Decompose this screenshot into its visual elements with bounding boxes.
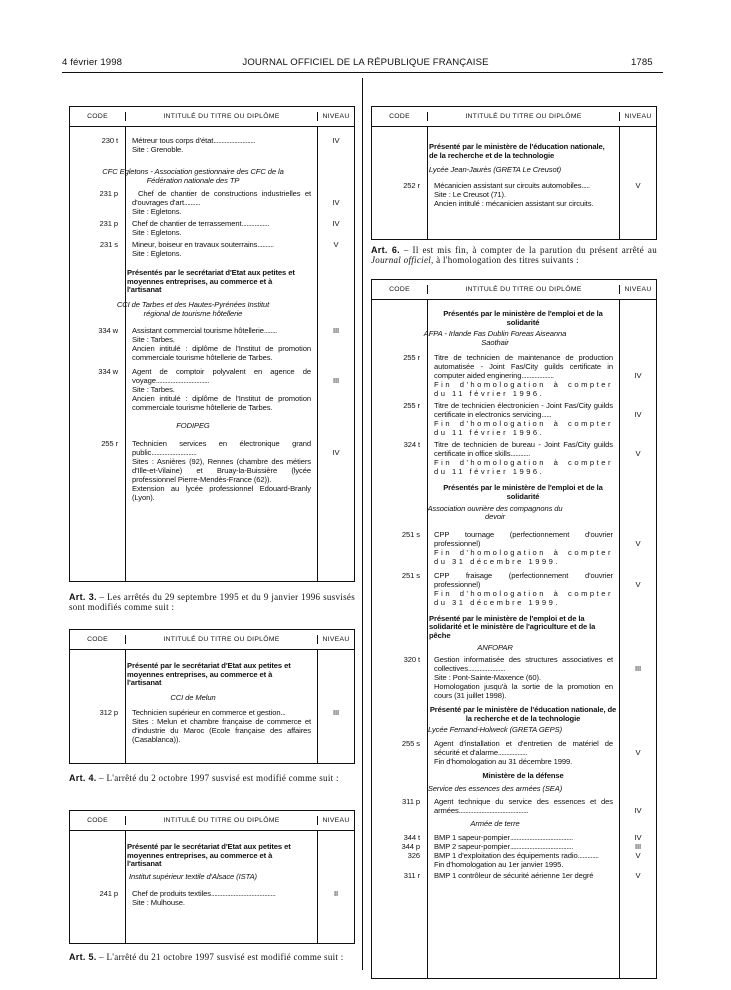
row-former-title: Ancien intitulé : mécanicien assistant sur circuits. [434,198,594,208]
header-rule [62,72,663,73]
table-right-2-body [371,310,657,880]
row-title: Métreur tous corps d'état [132,136,214,145]
row-level: IV [332,198,340,208]
row-sites: Sites : Asnières (92), Rennes (chambre des métiers d'Ille-et-Vilaine) et Bruay-la-Buissière (lycée professionnel Pierre-Mendès-France (62)). [132,456,311,484]
row-homologation: Homologation jusqu'à la sortie de la promotion en cours (31 juillet 1998). [434,682,613,701]
row-level: V [635,538,641,548]
row-title: Technicien supérieur en commerce et gestion [132,708,281,718]
table-row [371,530,657,566]
organization-heading: CFC Egletons - Association gestionnaire des CFC de la Fédération nationale des TP [102,167,284,185]
table-row: 255 r Titre de technicien de maintenance de production automatisée - Joint Fas/City guilds certificate in computer aided enginering.................... Fin d'homologation à compter du 11 février 1996. IV [371,353,657,398]
row-end-date: Fin d'homologation au 1er janvier 1995. [434,859,564,869]
row-code: 255 r [403,353,420,363]
page-date: 4 février 1998 [62,57,123,68]
row-code: 252 r [403,180,420,190]
row-code: 326 [407,850,420,860]
row-code: 241 p [99,889,118,899]
row-title: Mineur, boiseur en travaux souterrains [132,240,258,250]
row-title: CPP fraisage (perfectionnement d'ouvrier professionnel) [434,570,613,589]
row-end-date: Fin d'homologation à compter du 31 décembre 1999. [434,588,613,607]
organization-heading: CCI de Melun [170,692,216,702]
table-row: 344 t BMP 1 sapeur-pompier....................................... IV [371,833,657,842]
row-end-date: Fin d'homologation au 31 décembre 1999. [434,756,573,766]
table-row: 230 t Métreur tous corps d'état.......................... Site : Grenoble. IV [69,136,355,154]
col-level-header: NIVEAU [322,636,350,643]
article-label: Art. 6. [371,245,400,255]
organization-heading: Association ouvrière des compagnons du devoir [427,503,563,522]
row-level: V [635,180,641,190]
table-header [372,280,656,300]
col-title-header: INTITULÉ DU TITRE OU DIPLÔME [126,816,318,825]
col-title-header: INTITULÉ DU TITRE OU DIPLÔME [126,112,318,121]
table-row: 334 w Assistant commercial tourisme hôtellerie........ Site : Tarbes. Ancien intitulé : diplôme de l'Institut de promotion commerciale tourisme hôtellerie de Tarbes. III [69,326,355,362]
organization-heading: CCI de Tarbes et des Hautes-Pyrénées Institut régional de tourisme hôtellerie [116,299,270,318]
organization-heading: Armée de terre [470,819,520,829]
col-code-header: CODE [70,816,126,825]
row-title: Assistant commercial tourisme hôtellerie [132,326,264,336]
row-end-date: Fin d'homologation à compter du 11 février 1996. [434,380,613,399]
row-level: V [635,870,641,880]
row-extension: Extension au lycée professionnel Edouard-Branly (Lyon). [132,483,311,502]
row-code: 320 t [403,655,420,665]
article-label: Art. 4. [69,773,97,783]
row-title: Agent de comptoir polyvalent en agence de voyage [132,367,311,386]
row-title: BMP 2 sapeur-pompier [434,841,510,851]
ministry-heading: Présentés par le secrétariat d'Etat aux petites et moyennes entreprises, au commerce et à l'artisanat [127,268,295,295]
row-title: Titre de technicien électronicien - Joint Fas/City guilds certificate in electronics servicing [434,401,613,420]
row-level: V [333,240,339,250]
article-text: – L'arrêté du 2 octobre 1997 susvisé est modifié comme suit : [96,773,339,783]
row-code: 324 t [403,440,420,450]
row-level: II [333,889,339,899]
ministry-heading: Présentés par le ministère de l'emploi et de la solidarité [443,309,603,327]
row-level: IV [634,832,642,842]
table-row: 320 t Gestion informatisée des structures associatives et collectives....................... Site : Pont-Sainte-Maxence (60). Homologation jusqu'à la sortie de la promotion en cours (31 juillet 1998). III [371,655,657,700]
row-site: Site : Le Creusot (71). [434,189,506,199]
row-level: IV [332,219,340,229]
article-6 [371,246,657,265]
row-title: BMP 1 contrôleur de sécurité aérienne 1er degré [434,870,594,880]
row-title: Mécanicien assistant sur circuits automobiles [434,180,582,190]
row-site: Site : Tarbes. [132,335,175,345]
table-row: 255 r Technicien services en électronique grand public............................ Sites : Asnières (92), Rennes (chambre des métiers d'Ille-et-Vilaine) et Bruay-la-Buissière (lycée professionnel Pierre-Mendès-France (62)). Extension au lycée professionnel Edouard-Branly (Lyon). IV [69,439,355,502]
table-row: 344 p BMP 2 sapeur-pompier....................................... III [371,842,657,851]
row-title: Agent d'installation et d'entretien de matériel de sécurité et d'alarme [434,738,613,757]
row-level: III [332,708,340,718]
article-label: Art. 5. [69,952,97,962]
row-code: 231 s [99,240,118,250]
row-code: 251 s [401,570,420,580]
col-code-header: CODE [372,285,428,294]
row-code: 312 p [99,708,118,718]
row-title: CPP tournage (perfectionnement d'ouvrier professionnel) [434,529,613,548]
col-level-header: NIVEAU [624,113,652,120]
col-level-header: NIVEAU [322,113,350,120]
row-site: Site : Mulhouse. [132,898,185,908]
table-header [372,107,656,127]
organization-heading: ANFOPAR [477,642,513,652]
table-row [371,571,657,607]
row-site: Site : Egletons. [132,207,182,217]
ministry-heading: Présenté par le ministère de l'éducation nationale, de la recherche et de la technologie [429,142,605,160]
table-row: 231 s Mineur, boiseur en travaux souterrains.......... Site : Egletons. V [69,240,355,258]
article-text-end: , à l'homologation des titres suivants : [431,254,579,265]
col-code-header: CODE [70,112,126,121]
ministry-heading: Présenté par le secrétariat d'Etat aux petites et moyennes entreprises, au commerce et à l'artisanat [127,661,291,688]
row-level: V [635,850,641,860]
row-code: 344 t [403,832,420,842]
row-level: V [635,449,641,459]
organization-heading: Lycée Fernand-Holweck (GRETA GEPS) [427,725,563,735]
journal-title: JOURNAL OFFICIEL DE LA RÉPUBLIQUE FRANÇAISE [242,57,489,68]
table-row: 334 w Agent de comptoir polyvalent en agence de voyage................................. Site : Tarbes. Ancien intitulé : diplôme de l'Institut de promotion commerciale tourisme hôtellerie de Tarbes. III [69,367,355,412]
table-header [70,811,354,831]
col-level-header: NIVEAU [624,286,652,293]
row-title: Titre de technicien de bureau - Joint Fas/City guilds certificate in office skills [434,440,613,459]
ministry-heading: Ministère de la défense [482,770,564,780]
row-site: Site : Tarbes. [132,385,175,395]
table-row: 326 BMP 1 d'exploitation des équipements radio............. Fin d'homologation au 1er janvier 1995. V [371,851,657,869]
row-end-date: Fin d'homologation à compter du 31 décembre 1999. [434,547,613,566]
col-level-header: NIVEAU [322,817,350,824]
col-title-header: INTITULÉ DU TITRE OU DIPLÔME [428,112,620,121]
page-number: 1785 [631,57,653,68]
article-4 [69,774,355,784]
col-title-header: INTITULÉ DU TITRE OU DIPLÔME [126,635,318,644]
organization-heading: FODIPEG [176,421,210,431]
ministry-heading: Présenté par le ministère de l'éducation nationale, de la recherche et de la technologie [429,705,617,723]
row-code: 334 w [98,326,118,336]
row-code: 255 s [401,738,420,748]
row-code: 311 p [402,797,420,807]
column-divider [362,78,363,970]
row-level: III [332,376,340,386]
article-5 [69,953,355,963]
table-row: 252 r Mécanicien assistant sur circuits automobiles..... Site : Le Creusot (71). Ancien intitulé : mécanicien assistant sur circuits. V [371,181,657,208]
organization-heading: AFPA - Irlande Fas Dublin Foreas Aiseanna Saothair [423,329,567,347]
right-column [371,106,658,880]
row-title: Chef de chantier de terrassement [132,219,242,229]
ministry-heading: Présenté par le ministère de l'emploi et de la solidarité et le ministère de l'agriculture et de la pêche [429,613,596,640]
row-code: 230 t [101,136,118,145]
organization-heading: Lycée Jean-Jaurès (GRETA Le Creusot) [428,165,562,175]
table-row: 241 p Chef de produits textiles........................................ Site : Mulhouse. II [69,889,355,907]
row-title: BMP 1 d'exploitation des équipements radio [434,850,578,860]
table-left-3-body [69,843,355,907]
row-sites: Sites : Melun et chambre française de commerce et d'industrie du Maroc (Ecole française des affaires (Casablanca)). [132,717,311,745]
row-code: 255 r [101,438,118,448]
organization-heading: Institut supérieur textile d'Alsace (ISTA) [129,871,257,881]
row-code: 251 s [401,529,420,539]
row-site: Site : Pont-Sainte-Maxence (60). [434,673,541,683]
ministry-heading: Présenté par le secrétariat d'Etat aux petites et moyennes entreprises, au commerce et à l'artisanat [127,842,291,869]
table-left-2-body [69,662,355,744]
row-site: Site : Egletons. [132,228,182,238]
article-journal-name: Journal officiel [371,254,432,265]
table-row: 312 p Technicien supérieur en commerce et gestion... Sites : Melun et chambre française de commerce et d'industrie du Maroc (Ecole française des affaires (Casablanca)). III [69,708,355,744]
col-title-header: INTITULÉ DU TITRE OU DIPLÔME [428,285,620,294]
organization-heading: Service des essences des armées (SEA) [427,783,563,793]
row-title: Gestion informatisée des structures associatives et collectives [434,655,613,674]
row-title: Chef de produits textiles [132,889,211,899]
row-end-date: Fin d'homologation à compter du 11 février 1996. [434,419,613,438]
row-code: 231 p [99,189,118,199]
row-code: 344 p [401,841,420,851]
row-code: 311 r [403,870,420,880]
article-text: – L'arrêté du 21 octobre 1997 susvisé est modifié comme suit : [96,952,344,962]
col-code-header: CODE [372,112,428,121]
table-row [371,871,657,880]
col-code-header: CODE [70,635,126,644]
row-code: 255 r [403,401,420,411]
row-former-title: Ancien intitulé : diplôme de l'Institut de promotion commerciale tourisme hôtellerie de Tarbes. [132,344,311,363]
row-level: V [635,579,641,589]
row-level: IV [634,806,642,816]
row-level: III [634,664,642,674]
row-end-date: Fin d'homologation à compter du 11 février 1996. [434,458,613,477]
row-level: III [634,841,642,851]
row-title: Titre de technicien de maintenance de production automatisée - Joint Fas/City guilds certificate in computer aided enginering [434,353,613,381]
row-title: BMP 1 sapeur-pompier [434,832,510,842]
row-level: IV [634,371,642,381]
article-text: – Il est mis fin, à compter de la parution du présent arrêté au [399,245,658,255]
row-code: 334 w [98,367,118,377]
row-site: Site : Egletons. [132,249,182,259]
row-code: 231 p [99,219,118,229]
article-3 [69,593,355,612]
table-row: 231 p Chef de chantier de terrassement................. Site : Egletons. IV [69,219,355,237]
row-level: IV [332,136,340,145]
article-label: Art. 3. [69,592,97,602]
table-left-1-body [69,136,355,502]
row-former-title: Ancien intitulé : diplôme de l'Institut de promotion commerciale tourisme hôtellerie de Tarbes. [132,394,311,413]
table-row: 324 t Titre de technicien de bureau - Joint Fas/City guilds certificate in office skills............ Fin d'homologation à compter du 11 février 1996. V [371,440,657,476]
left-column [69,106,356,962]
row-title: Chef de chantier de constructions industrielles et d'ouvrages d'art [132,189,311,208]
table-right-1-body [371,143,657,208]
table-row: 255 s Agent d'installation et d'entretien de matériel de sécurité et d'alarme.................. Fin d'homologation au 31 décembre 1999. V [371,739,657,766]
table-row: 231 p Chef de chantier de constructions industrielles et d'ouvrages d'art.......... Site : Egletons. IV [69,189,355,216]
ministry-heading: Présentés par le ministère de l'emploi et de la solidarité [443,483,603,501]
table-row: 311 p Agent technique du service des essences et des armées........................................... IV [371,797,657,815]
row-level: IV [332,447,340,457]
row-level: V [635,747,641,757]
table-header [70,630,354,650]
table-header [70,107,354,127]
row-title: Technicien services en électronique grand public [132,438,311,457]
article-text: – Les arrêtés du 29 septembre 1995 et du 9 janvier 1996 susvisés sont modifiés comme suit : [69,592,356,612]
row-title: Agent technique du service des essences et des armées [434,797,613,816]
row-site: Site : Grenoble. [132,145,184,154]
row-level: III [332,326,340,336]
row-level: IV [634,410,642,420]
table-row: 255 r Titre de technicien électronicien - Joint Fas/City guilds certificate in electronics servicing...... Fin d'homologation à compter du 11 février 1996. IV [371,401,657,437]
